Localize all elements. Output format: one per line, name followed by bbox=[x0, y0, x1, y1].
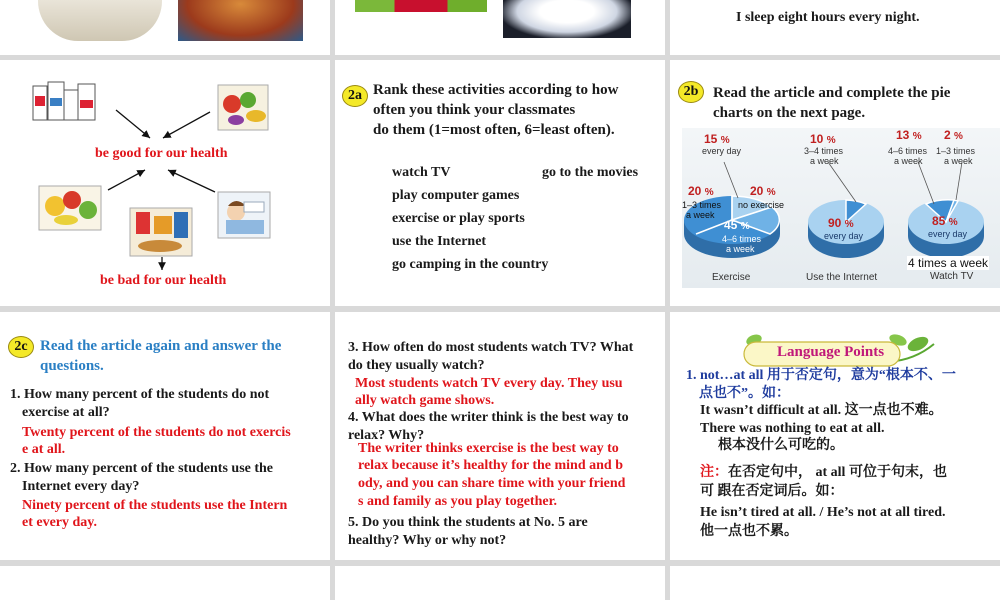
pie-slice-label: no exercise bbox=[738, 200, 785, 210]
panel-food-photos bbox=[0, 0, 330, 55]
answer-4-line4: s and family as you play together. bbox=[358, 494, 558, 509]
pie-pct: 45 bbox=[724, 218, 738, 232]
fruit-photo bbox=[355, 0, 487, 12]
pie-charts-area bbox=[682, 128, 1000, 288]
pie-slice-label: every day bbox=[702, 146, 742, 156]
panel-2a bbox=[335, 60, 665, 306]
activity-item: use the Internet bbox=[392, 234, 487, 249]
pie-caption: Exercise bbox=[712, 272, 751, 283]
pie-caption: Watch TV bbox=[930, 271, 974, 282]
pie-slice-label: 3–4 times bbox=[804, 146, 844, 156]
pie-slice-label: 1–3 times bbox=[936, 146, 976, 156]
pie-slice-label: a week bbox=[686, 210, 715, 220]
answer-3-line2: ally watch game shows. bbox=[355, 393, 495, 408]
question-5-line1: 5. Do you think the students at No. 5 are bbox=[348, 515, 588, 530]
activity-item: play computer games bbox=[392, 188, 520, 203]
instruction-2a-line1: Rank these activities according to how bbox=[373, 82, 619, 98]
pie-slice-label: a week bbox=[810, 156, 839, 166]
pie-pct: 90 bbox=[828, 216, 842, 230]
panel-2c-continued bbox=[335, 312, 665, 560]
question-4-line2: relax? Why? bbox=[348, 428, 425, 443]
panel-health-diagram bbox=[0, 60, 330, 306]
pie-label-group: 85 % bbox=[932, 214, 958, 228]
example-3-translation: 他一点也不累。 bbox=[700, 524, 798, 539]
question-1-line1: 1. How many percent of the students do not bbox=[10, 387, 270, 402]
note-text: 在否定句中， at all 可位于句末，也 bbox=[728, 465, 947, 480]
pie-annotation: 4 times a week bbox=[908, 256, 989, 270]
panel-2c bbox=[0, 312, 330, 560]
panel-language-points bbox=[670, 312, 1000, 560]
answer-3-line1: Most students watch TV every day. They usu bbox=[355, 376, 623, 391]
question-1-line2: exercise at all? bbox=[22, 405, 110, 420]
pie-slice-label: 4–6 times bbox=[888, 146, 928, 156]
question-3-line1: 3. How often do most students watch TV? What bbox=[348, 340, 634, 355]
pie-label-group: 20 % bbox=[688, 184, 714, 198]
pie-pct: 15 bbox=[704, 132, 718, 146]
pie-label-group: 90 % bbox=[828, 216, 854, 230]
pie-pct: 20 bbox=[688, 184, 702, 198]
instruction-2c-line2: questions. bbox=[40, 358, 104, 374]
note-line2: 可 跟在否定词后。如： bbox=[700, 484, 844, 499]
panel-bottom-middle bbox=[335, 566, 665, 600]
panel-bottom-right bbox=[670, 566, 1000, 600]
panel-fruit-rice bbox=[335, 0, 665, 55]
health-diagram-svg bbox=[0, 60, 330, 306]
language-point-1-line2: 点也不”。如： bbox=[699, 386, 790, 401]
example-3: He isn’t tired at all. / He’s not at all tired. bbox=[700, 505, 946, 520]
note-line1 bbox=[700, 464, 947, 482]
activity-item: exercise or play sports bbox=[392, 211, 525, 226]
rice-bowl-photo bbox=[503, 0, 631, 38]
language-points-title: Language Points bbox=[777, 344, 885, 360]
pie-label-group: 2 % bbox=[944, 128, 963, 142]
pie-label-group: 15 % bbox=[704, 132, 730, 146]
sleeping-child-icon bbox=[218, 192, 270, 238]
pie-caption: Use the Internet bbox=[806, 272, 878, 283]
badge-2a: 2a bbox=[342, 85, 368, 107]
question-4-line1: 4. What does the writer think is the best way to bbox=[348, 410, 629, 425]
answer-2-line1: Ninety percent of the students use the Intern bbox=[22, 498, 288, 513]
pie-slice-label: a week bbox=[894, 156, 923, 166]
answer-2-line2: et every day. bbox=[22, 515, 98, 530]
activity-item: watch TV bbox=[392, 165, 451, 180]
question-2-line1: 2. How many percent of the students use the bbox=[10, 461, 274, 476]
answer-4-line3: ody, and you can share time with your friend bbox=[358, 476, 626, 491]
answer-1-line2: e at all. bbox=[22, 442, 66, 457]
pie-pct: 85 bbox=[932, 214, 946, 228]
pie-pct: 20 bbox=[750, 184, 764, 198]
language-point-1-line1: 1. not…at all 用于否定句，意为“根本不、一 bbox=[686, 368, 956, 383]
panel-bottom-left bbox=[0, 566, 330, 600]
sleep-sentence: I sleep eight hours every night. bbox=[736, 10, 920, 25]
question-2-line2: Internet every day? bbox=[22, 479, 140, 494]
activity-item: go to the movies bbox=[542, 165, 639, 180]
activity-item: go camping in the country bbox=[392, 257, 549, 272]
instruction-2b-line2: charts on the next page. bbox=[713, 105, 866, 121]
pie-slice-label: every day bbox=[928, 229, 968, 239]
example-2: There was nothing to eat at all. bbox=[700, 421, 885, 436]
fruits-icon bbox=[39, 186, 101, 230]
dumplings-photo bbox=[38, 0, 162, 41]
instruction-2a-line2: often you think your classmates bbox=[373, 102, 576, 118]
pie-label-group: 10 % bbox=[810, 132, 836, 146]
pie-label-group: 45 % bbox=[724, 218, 750, 232]
instruction-2a-line3: do them (1=most often, 6=least often). bbox=[373, 122, 615, 138]
bad-for-health-label: be bad for our health bbox=[100, 273, 227, 288]
pie-slice-label: every day bbox=[824, 231, 864, 241]
pie-label-group: 13 % bbox=[896, 128, 922, 142]
instruction-2c-line1: Read the article again and answer the bbox=[40, 338, 282, 354]
answer-1-line1: Twenty percent of the students do not exercis bbox=[22, 425, 291, 440]
question-3-line2: do they usually watch? bbox=[348, 358, 485, 373]
pie-slice-label: a week bbox=[726, 244, 755, 254]
example-1: It wasn’t difficult at all. 这一点也不难。 bbox=[700, 403, 943, 418]
instruction-2b-line1: Read the article and complete the pie bbox=[713, 85, 951, 101]
answer-4-line2: relax because it’s healthy for the mind and b bbox=[358, 458, 623, 473]
noodles-photo bbox=[178, 0, 303, 41]
badge-2b: 2b bbox=[678, 81, 704, 103]
question-5-line2: healthy? Why or why not? bbox=[348, 533, 507, 548]
answer-4-line1: The writer thinks exercise is the best way to bbox=[358, 441, 619, 456]
dairy-icon bbox=[33, 82, 95, 120]
pie-slice-label: a week bbox=[944, 156, 973, 166]
junk-food-icon bbox=[130, 208, 192, 256]
panel-2b bbox=[670, 60, 1000, 306]
good-for-health-label: be good for our health bbox=[95, 146, 228, 161]
note-label: 注： bbox=[700, 465, 728, 480]
badge-2c: 2c bbox=[8, 336, 34, 358]
pie-slice-label: 1–3 times bbox=[682, 200, 722, 210]
example-2-translation: 根本没什么可吃的。 bbox=[718, 438, 844, 453]
pie-pct: 2 bbox=[944, 128, 951, 142]
pie-label-group: 20 % bbox=[750, 184, 776, 198]
pie-slice-label: 4–6 times bbox=[722, 234, 762, 244]
panel-sleep-text bbox=[670, 0, 1000, 55]
vegetables-icon bbox=[218, 85, 268, 130]
pie-pct: 13 bbox=[896, 128, 910, 142]
pie-pct: 10 bbox=[810, 132, 824, 146]
